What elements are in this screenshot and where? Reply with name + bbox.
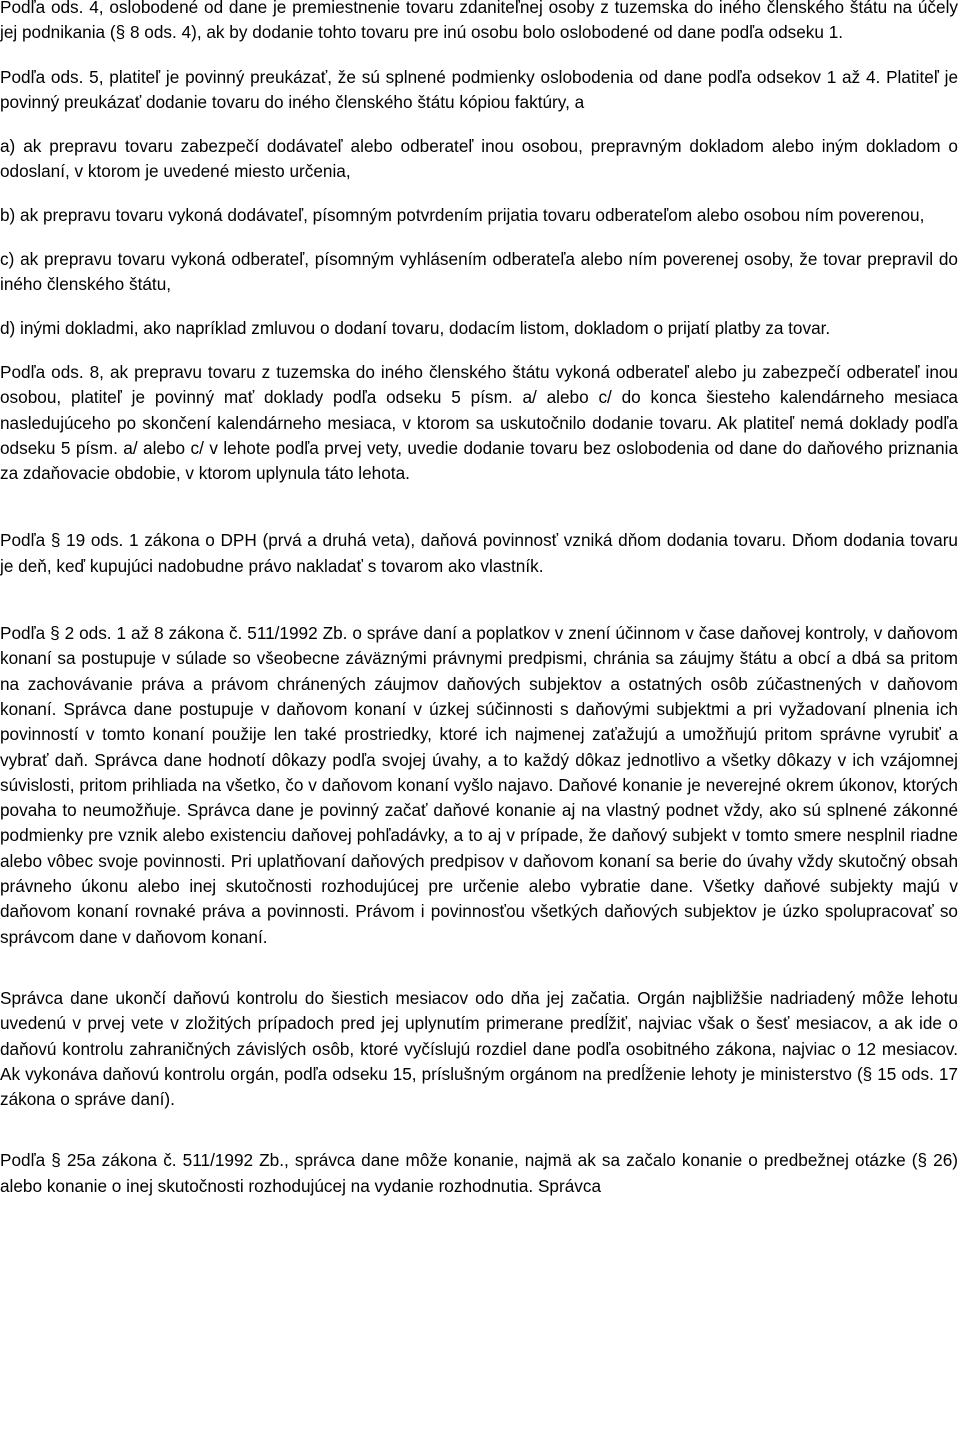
paragraph-tax-audit: Správca dane ukončí daňovú kontrolu do šiestich mesiacov odo dňa jej začatia. Orgán najbližšie nadriadený môže lehotu uvedenú v prvej vete v zložitých prípadoch pred jej uplynutím primerane predĺžiť, najviac však o šesť mesiacov, a ak ide o daňovú kontrolu zahraničných závislých osôb, ktoré vyčíslujú rozdiel dane podľa osobitného zákona, najviac o 12 mesiacov. Ak vykonáva daňovú kontrolu orgán, podľa odseku 15, príslušným orgánom na predĺženie lehoty je ministerstvo (§ 15 ods. 17 zákona o správe daní). (0, 987, 958, 1110)
paragraph-par-25a: Podľa § 25a zákona č. 511/1992 Zb., správca dane môže konanie, najmä ak sa začalo konanie o predbežnej otázke (§ 26) alebo konanie o inej skutočnosti rozhodujúcej na vydanie rozhodnutia. Správca (0, 1150, 958, 1196)
list-item-a: a) ak prepravu tovaru zabezpečí dodávateľ alebo odberateľ inou osobou, prepravným dokladom alebo iným dokladom o odoslaní, v ktorom je uvedené miesto určenia, (0, 136, 958, 182)
paragraph-ods-5: Podľa ods. 5, platiteľ je povinný preukázať, že sú splnené podmienky oslobodenia od dane podľa odsekov 1 až 4. Platiteľ je povinný preukázať dodanie tovaru do iného členského štátu kópiou faktúry, a (0, 67, 958, 113)
paragraph-par-19: Podľa § 19 ods. 1 zákona o DPH (prvá a druhá veta), daňová povinnosť vzniká dňom dodania tovaru. Dňom dodania tovaru je deň, keď kupujúci nadobudne právo nakladať s tovarom ako vlastník. (0, 530, 958, 576)
list-item-b: b) ak prepravu tovaru vykoná dodávateľ, písomným potvrdením prijatia tovaru odberateľom alebo osobou ním poverenou, (0, 205, 925, 226)
list-item-d: d) inými dokladmi, ako napríklad zmluvou o dodaní tovaru, dodacím listom, dokladom o prijatí platby za tovar. (0, 318, 831, 339)
list-item-c: c) ak prepravu tovaru vykoná odberateľ, písomným vyhlásením odberateľa alebo ním poverenej osoby, že tovar prepravil do iného členského štátu, (0, 249, 958, 295)
paragraph-ods-8: Podľa ods. 8, ak prepravu tovaru z tuzemska do iného členského štátu vykoná odberateľ alebo ju zabezpečí odberateľ inou osobou, platiteľ je povinný mať doklady podľa odseku 5 písm. a/ alebo c/ do konca šiesteho kalendárneho mesiaca nasledujúceho po skončení kalendárneho mesiaca, v ktorom sa uskutočnilo dodanie tovaru. Ak platiteľ nemá doklady podľa odseku 5 písm. a/ alebo c/ v lehote podľa prvej vety, uvedie dodanie tovaru bez oslobodenia od dane do daňového priznania za zdaňovacie obdobie, v ktorom uplynula táto lehota. (0, 361, 958, 484)
paragraph-par-2: Podľa § 2 ods. 1 až 8 zákona č. 511/1992 Zb. o správe daní a poplatkov v znení účinnom v čase daňovej kontroly, v daňovom konaní sa postupuje v súlade so všeobecne záväznými právnymi predpismi, chránia sa záujmy štátu a obcí a dbá sa pritom na zachovávanie práva a právom chránených záujmov daňových subjektov a ostatných osôb zúčastnených v daňovom konaní. Správca dane postupuje v daňovom konaní v úzkej súčinnosti s daňovými subjektmi a pri vyžadovaní plnenia ich povinností v tomto konaní použije len také prostriedky, ktoré ich najmenej zaťažujú a umožňujú pritom správne vyrubiť a vybrať daň. Správca dane hodnotí dôkazy podľa svojej úvahy, a to každý dôkaz jednotlivo a všetky dôkazy v ich vzájomnej súvislosti, pritom prihliada na všetko, čo v daňovom konaní vyšlo najavo. Daňové konanie je neverejné okrem úkonov, ktorých povaha to neumožňuje. Správca dane je povinný začať daňové konanie aj na vlastný podnet vždy, ako sú splnené zákonné podmienky pre vznik alebo existenciu daňovej pohľadávky, a to aj v prípade, že daňový subjekt v tomto smere nesplnil riadne alebo vôbec svoje povinnosti. Pri uplatňovaní daňových predpisov v daňovom konaní sa berie do úvahy vždy skutočný obsah právneho úkonu alebo inej skutočnosti rozhodujúcej pre určenie alebo vybratie dane. Všetky daňové subjekty majú v daňovom konaní rovnaké práva a povinnosti. Právom i povinnosťou všetkých daňových subjektov je úzko spolupracovať so správcom dane v daňovom konaní. (0, 623, 958, 947)
paragraph-ods-4: Podľa ods. 4, oslobodené od dane je premiestnenie tovaru zdaniteľnej osoby z tuzemska do iného členského štátu na účely jej podnikania (§ 8 ods. 4), ak by dodanie tohto tovaru pre inú osobu bolo oslobodené od dane podľa odseku 1. (0, 0, 958, 43)
